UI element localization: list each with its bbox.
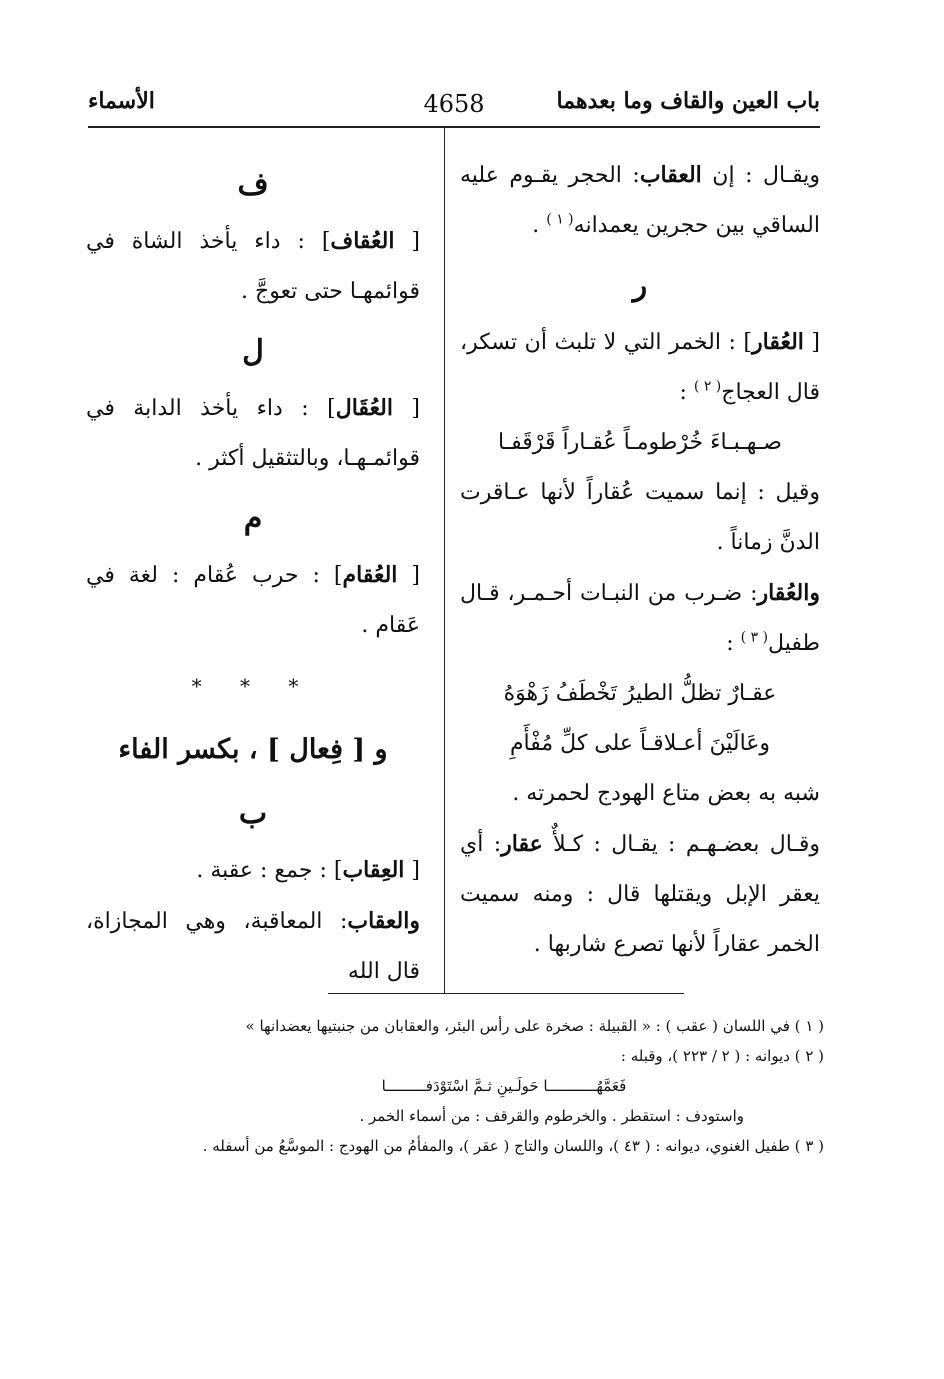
footnote-ref: ( ٢ ) xyxy=(693,378,722,395)
entry-paragraph: ويقـال : إن العقاب: الحجر يقـوم عليه الساقي بين حجرين يعمدانه$^{( ١ )}$ . xyxy=(460,162,820,238)
letter-heading: ب xyxy=(238,796,268,831)
headword: العقاب xyxy=(639,162,702,188)
entry-paragraph: [ العُقام] : حرب عُقام : لغة في عَقام . xyxy=(86,562,420,638)
entry-paragraph: شبه به بعض متاع الهودج لحمرته . xyxy=(512,781,820,806)
column-divider xyxy=(444,128,445,993)
verse-line: وعَالَيْنَ أعـلاقـاً على كلِّ مُفْأَمِ xyxy=(509,731,771,756)
footnotes xyxy=(184,1012,824,1162)
section-separator: * * * xyxy=(191,674,315,698)
entry-paragraph: وقـال بعضـهـم : يقـال : كـلأٌ عقار: أي يعقر الإبل ويقتلها قال : ومنه سميت الخمر عقاراً لأنها تصرع شاربها . xyxy=(460,831,820,957)
footnote: ( ١ ) في اللسان ( عقب ) : « القبيلة : صخرة على رأس البئر، والعقابان من جنبتيها يعضدانها » xyxy=(245,1017,824,1035)
headword: والعقاب xyxy=(347,908,420,934)
letter-heading: ف xyxy=(237,167,269,202)
entry-paragraph: [ العُقَال] : داء يأخذ الدابة في قوائمـهـا، وبالتثقيل أكثر . xyxy=(86,395,421,471)
section-title: الأسماء xyxy=(88,88,155,114)
footnote-gloss: واستودف : استقطر . والخرطوم والقرقف : من أسماء الخمر . xyxy=(359,1107,744,1125)
footnote-ref: ( ٣ ) xyxy=(740,629,769,646)
verse-line: صـهـبـاءَ خُرْطومـاً عُقـاراً قَرْقَفـا xyxy=(498,430,782,455)
footnote: ( ٣ ) طفيل الغنوي، ديوانه : ( ٤٣ )، واللسان والتاج ( عقر )، والمفأمُ من الهودج : الموسَّعُ من أسفله . xyxy=(202,1137,824,1155)
letter-heading: ل xyxy=(242,334,264,369)
headword: العُقار xyxy=(752,329,804,355)
running-header xyxy=(88,88,820,126)
verse-line: عقـارٌ تظلُّ الطيرُ تَخْطَفُ زَهْوَهُ xyxy=(503,681,777,706)
entry-paragraph: والعُقار: ضـرب من النبـات أحـمـر، قـال طفيل$^{( ٣ )}$ : xyxy=(460,580,820,656)
headword: العِقاب xyxy=(342,857,405,883)
headword: عقار xyxy=(501,831,543,857)
page-number: 4658 xyxy=(423,90,485,118)
letter-heading: م xyxy=(243,501,263,536)
headword: والعُقار xyxy=(757,580,820,606)
section-heading: و [ فِعال ] ، بكسر الفاء xyxy=(118,734,388,765)
headword: العُقَال xyxy=(335,395,393,421)
footnote-ref: ( ١ ) xyxy=(546,211,574,228)
chapter-title: باب العين والقاف وما بعدهما xyxy=(556,88,820,114)
footnote: ( ٢ ) ديوانه : ( ٢ / ٢٢٣ )، وقبله : xyxy=(620,1047,824,1065)
entry-paragraph: [ العِقاب] : جمع : عقبة . xyxy=(196,857,420,883)
header-rule xyxy=(88,126,820,128)
footnote-rule xyxy=(328,993,684,994)
entry-paragraph: [ العُقار] : الخمر التي لا تلبث أن تسكر، قال العجاج$^{( ٢ )}$ : xyxy=(460,329,821,405)
headword: العُقاف xyxy=(330,228,395,254)
letter-heading: ر xyxy=(632,268,648,303)
footnote-verse: فَعَمَّهُـــــــــــا حَولَـينِ ثـمَّ اسْتَوْدَفـــــــــا xyxy=(381,1077,627,1095)
left-column xyxy=(86,150,420,997)
entry-paragraph: والعقاب: المعاقبة، وهي المجازاة، قال الله xyxy=(86,908,420,984)
entry-paragraph: وقيل : إنما سميت عُقاراً لأنها عـاقرت الدنَّ زماناً . xyxy=(460,480,820,555)
headword: العُقام xyxy=(342,562,398,588)
right-column xyxy=(460,150,820,970)
entry-paragraph: [ العُقاف] : داء يأخذ الشاة في قوائمهـا حتى تعوجَّ . xyxy=(86,228,420,304)
